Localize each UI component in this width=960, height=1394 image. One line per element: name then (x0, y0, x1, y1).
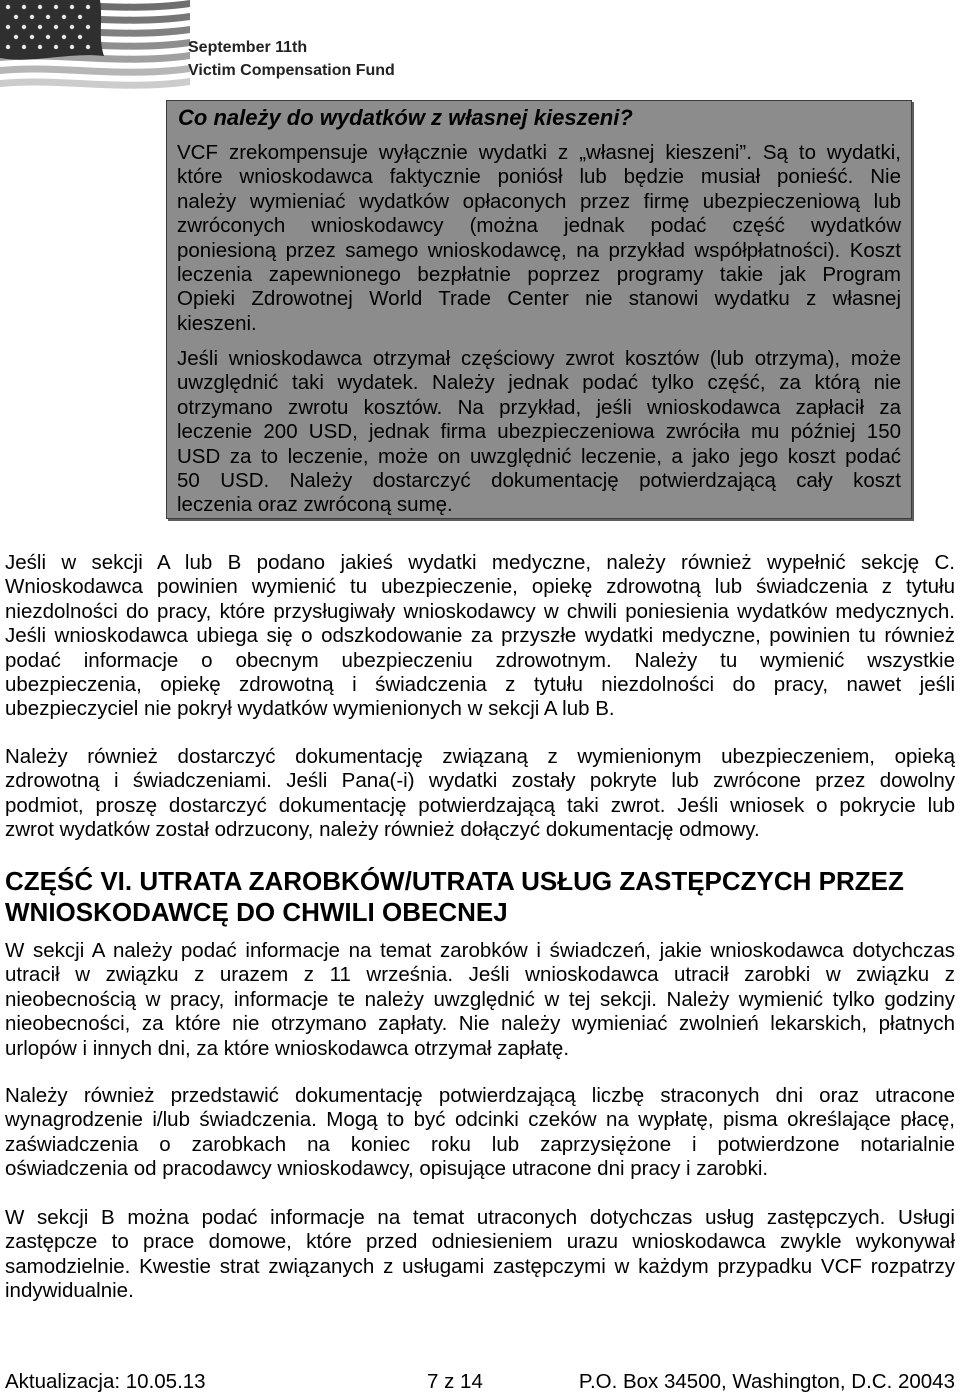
text-line: urlopów i innych dni, za które wnioskodawca otrzymał zapłatę. (5, 1036, 570, 1060)
text-line: oświadczenia od pracodawcy wnioskodawcy, opisujące utracone dni pracy i zarobki. (5, 1157, 769, 1181)
documentation-paragraph (5, 745, 955, 843)
star-icon (38, 25, 42, 29)
text-line: utracił w związku z urazem z 11 września. Jeśli wnioskodawca utracił zarobki w związku z (5, 963, 955, 987)
star-icon (6, 25, 10, 29)
star-icon (54, 25, 58, 29)
text-line: indywidualnie. (5, 1279, 134, 1303)
flag-stripe (0, 78, 190, 89)
text-line: Należy również przedstawić dokumentację potwierdzającą liczbę straconych dni oraz utracone (5, 1084, 955, 1107)
callout-paragraph (177, 347, 901, 518)
star-icon (46, 35, 50, 39)
text-line: Jeśli wnioskodawca otrzymał częściowy zwrot kosztów (lub otrzyma), może (177, 347, 901, 370)
text-line: CZĘŚĆ VI. UTRATA ZAROBKÓW/UTRATA USŁUG ZASTĘPCZYCH PRZEZ (5, 866, 904, 896)
text-line: zwróconych wnioskodawcy (można jednak podać część wydatków (177, 214, 901, 238)
vcf-logo-header (0, 0, 420, 96)
text-line: zdrowotną i świadczeniami. Jeśli Pana(-i) wydatki zostały pokryte lub zwrócone przez dowolny (5, 769, 955, 793)
text-line: W sekcji A należy podać informacje na temat zarobków i świadczeń, jakie wnioskodawca dotychczas (5, 939, 955, 962)
text-line: otrzymano zwrotu kosztów. Na przykład, jeśli wnioskodawca zapłacił za (177, 395, 901, 419)
text-line: nieobecności, za które nie otrzymano zapłaty. Nie należy wymieniać zwolnień lekarskich, płatnych (5, 1012, 955, 1036)
text-line: podmiot, proszę dostarczyć dokumentację potwierdzającą taki zwrot. Jeśli wniosek o pokrycie lub (5, 793, 955, 817)
text-line: zastępcze to prace domowe, które przed odniesieniem urazu wnioskodawca zwykle wykonywał (5, 1230, 955, 1254)
text-line: Jeśli w sekcji A lub B podano jakieś wydatki medyczne, należy również wypełnić sekcję C. (5, 551, 955, 574)
logo-title-line1: September 11th (188, 39, 308, 56)
star-icon (22, 5, 26, 9)
callout-box (166, 100, 912, 519)
star-icon (22, 45, 26, 49)
text-line: niezdolności do pracy, które przysługiwały wnioskodawcy w chwili poniesienia wydatków medycznych. (5, 599, 955, 623)
footer-page-number: 7 z 14 (427, 1370, 483, 1393)
text-line: 50 USD. Należy dostarczyć dokumentację potwierdzającą cały koszt (177, 468, 901, 492)
text-line: wynagrodzenie i/lub świadczenia. Mogą to być odcinki czeków na wypłatę, pisma określające płacę, (5, 1108, 955, 1132)
star-icon (70, 45, 74, 49)
text-line: poniesioną przez samego wnioskodawcę, na przykład współpłatności). Koszt (177, 238, 901, 262)
flag-stripe (0, 65, 190, 76)
text-line: podać informacje o obecnym ubezpieczeniu zdrowotnym. Należy tu wymienić wszystkie (5, 648, 955, 672)
star-icon (14, 15, 18, 19)
text-line: leczenie 200 USD, jednak firma ubezpieczeniowa zwróciła mu później 150 (177, 420, 901, 444)
us-flag-icon (0, 0, 190, 96)
star-icon (70, 25, 74, 29)
text-line: ubezpieczenia, opiekę zdrowotną i świadczenia z tytułu niezdolności do pracy, nawet jeśli (5, 672, 955, 696)
medical-insurance-paragraph (5, 551, 955, 722)
star-icon (62, 35, 66, 39)
text-line: należy wymieniać wydatków opłaconych przez firmę ubezpieczeniową lub (177, 189, 901, 213)
lost-earnings-paragraph (5, 939, 955, 1061)
star-icon (38, 5, 42, 9)
footer-update-date: Aktualizacja: 10.05.13 (5, 1370, 206, 1393)
text-line: Opieki Zdrowotnej World Trade Center nie stanowi wydatku z własnej (177, 287, 901, 311)
text-line: W sekcji B można podać informacje na temat utraconych dotychczas usług zastępczych. Usługi (5, 1206, 955, 1229)
star-icon (14, 35, 18, 39)
earnings-proof-paragraph (5, 1084, 955, 1182)
footer-address: P.O. Box 34500, Washington, D.C. 20043 (578, 1370, 955, 1393)
text-line: nieobecnością w pracy, informacje te należy uwzględnić w tej sekcji. Należy wymienić tylko godziny (5, 987, 955, 1011)
star-icon (6, 45, 10, 49)
star-icon (54, 5, 58, 9)
star-icon (86, 25, 90, 29)
text-line: WNIOSKODAWCĘ DO CHWILI OBECNEJ (5, 897, 508, 927)
text-line: które wnioskodawca faktycznie poniósł lub będzie musiał ponieść. Nie (177, 165, 901, 189)
star-icon (54, 45, 58, 49)
star-icon (30, 15, 34, 19)
star-icon (38, 45, 42, 49)
text-line: zwrot wydatków został odrzucony, należy również dołączyć dokumentację odmowy. (5, 818, 760, 842)
text-line: uwzględnić taki wydatek. Należy jednak podać tylko część, za którą nie (177, 371, 901, 395)
logo-title-line2: Victim Compensation Fund (188, 62, 395, 79)
text-line: leczenia oraz zwróconą sumę. (177, 493, 453, 517)
star-icon (86, 45, 90, 49)
text-line: samodzielnie. Kwestie strat związanych z usługami zastępczymi w każdym przypadku VCF rozpatrzy (5, 1254, 955, 1278)
star-icon (70, 5, 74, 9)
callout-title: Co należy do wydatków z własnej kieszeni? (178, 105, 633, 130)
text-line: kieszeni. (177, 311, 257, 335)
star-icon (6, 5, 10, 9)
text-line: leczenia zapewnionego bezpłatnie poprzez programy takie jak Program (177, 262, 901, 286)
text-line: ubezpieczyciel nie pokrył wydatków wymienionych w sekcji A lub B. (5, 697, 615, 721)
star-icon (78, 35, 82, 39)
text-line: Jeśli wnioskodawca ubiega się o odszkodowanie za przyszłe wydatki medyczne, powinien tu również (5, 624, 955, 648)
star-icon (86, 5, 90, 9)
star-icon (62, 15, 66, 19)
star-icon (78, 15, 82, 19)
star-icon (30, 35, 34, 39)
text-line: Należy również dostarczyć dokumentację związaną z wymienionym ubezpieczeniem, opieką (5, 745, 955, 768)
text-line: zaświadczenia o zarobkach na koniec roku lub zaprzysiężone i potwierdzone notarialnie (5, 1132, 955, 1156)
star-icon (22, 25, 26, 29)
text-line: Wnioskodawca powinien wymienić tu ubezpieczenie, opiekę zdrowotną lub świadczenia z tytułu (5, 575, 955, 599)
section-heading (5, 866, 955, 928)
callout-paragraph (177, 141, 901, 336)
star-icon (46, 15, 50, 19)
text-line: VCF zrekompensuje wyłącznie wydatki z „własnej kieszeni”. Są to wydatki, (177, 141, 901, 164)
text-line: USD za to leczenie, może on uwzględnić leczenie, a jako jego koszt podać (177, 444, 901, 468)
replacement-services-paragraph (5, 1206, 955, 1304)
page-footer (5, 1371, 955, 1393)
